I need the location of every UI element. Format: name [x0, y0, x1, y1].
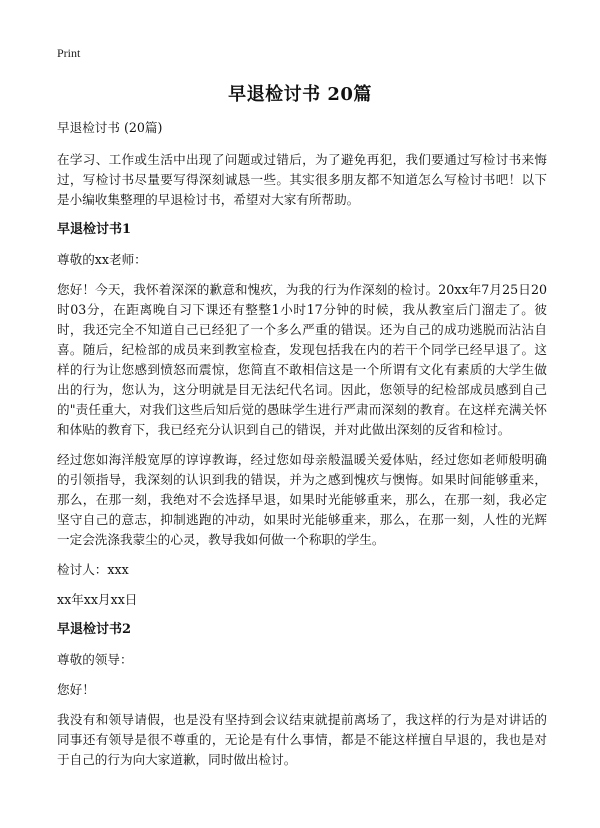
section1-date: xx年xx月xx日	[57, 592, 138, 607]
section-heading-2: 早退检讨书2	[57, 622, 132, 637]
print-label: Print	[57, 46, 81, 60]
section1-greeting: 尊敬的xx老师：	[57, 252, 147, 267]
section1-paragraph-1: 您好！今天，我怀着深深的歉意和愧疚，为我的行为作深刻的检讨。20xx年7月25日20时03分，在距离晚自习下课还有整整1小时17分钟的时候，我从教室后门溜走了。彼时，我还完全不知道自己已经犯了一个多么严重的错误。还为自己的成功逃脱而沾沾自喜。随后，纪检部的成员来到教室检查，发现包括我在内的若干个同学已经早退了。这样的行为让您感到愤怒而震惊，您简直不敢相信这是一个所谓有文化有素质的大学生做出的行为，您认为，这分明就是目无法纪代名词。因此，您领导的纪检部成员感到自己的"责任重大，对我们这些后知后觉的愚昧学生进行严肃而深刻的教育。在这样充满关怀和体贴的教育下，我已经充分认识到自己的错误，并对此做出深刻的反省和检讨。	[57, 282, 547, 437]
section1-signer: 检讨人：xxx	[57, 562, 129, 577]
section-heading-1: 早退检讨书1	[57, 222, 132, 237]
section2-paragraph-1: 我没有和领导请假，也是没有坚持到会议结束就提前离场了，我这样的行为是对讲话的同事还有领导是很不尊重的，无论是有什么事情，都是不能这样擅自早退的，我也是对于自己的行为向大家道歉，同时做出检讨。	[57, 712, 547, 767]
document-subtitle: 早退检讨书 (20篇)	[57, 120, 163, 135]
section2-hello: 您好！	[57, 682, 95, 697]
section2-greeting: 尊敬的领导：	[57, 652, 133, 667]
intro-paragraph: 在学习、工作或生活中出现了问题或过错后，为了避免再犯，我们要通过写检讨书来悔过，写检讨书尽量要写得深刻诚恳一些。其实很多朋友都不知道怎么写检讨书吧！以下是小编收集整理的早退检讨书，希望对大家有所帮助。	[57, 152, 547, 207]
section1-paragraph-2: 经过您如海洋般宽厚的谆谆教诲，经过您如母亲般温暖关爱体贴，经过您如老师般明确的引领指导，我深刻的认识到我的错误，并为之感到愧疚与懊悔。如果时间能够重来，那么，在那一刻，我绝对不会选择早退，如果时光能够重来，那么，在那一刻，我必定坚守自己的意志，抑制逃跑的冲动，如果时光能够重来，那么，在那一刻，人性的光辉一定会洗涤我蒙尘的心灵，教导我如何做一个称职的学生。	[57, 452, 547, 547]
document-body	[57, 118, 547, 780]
page-title: 早退检讨书 20篇	[228, 84, 372, 105]
